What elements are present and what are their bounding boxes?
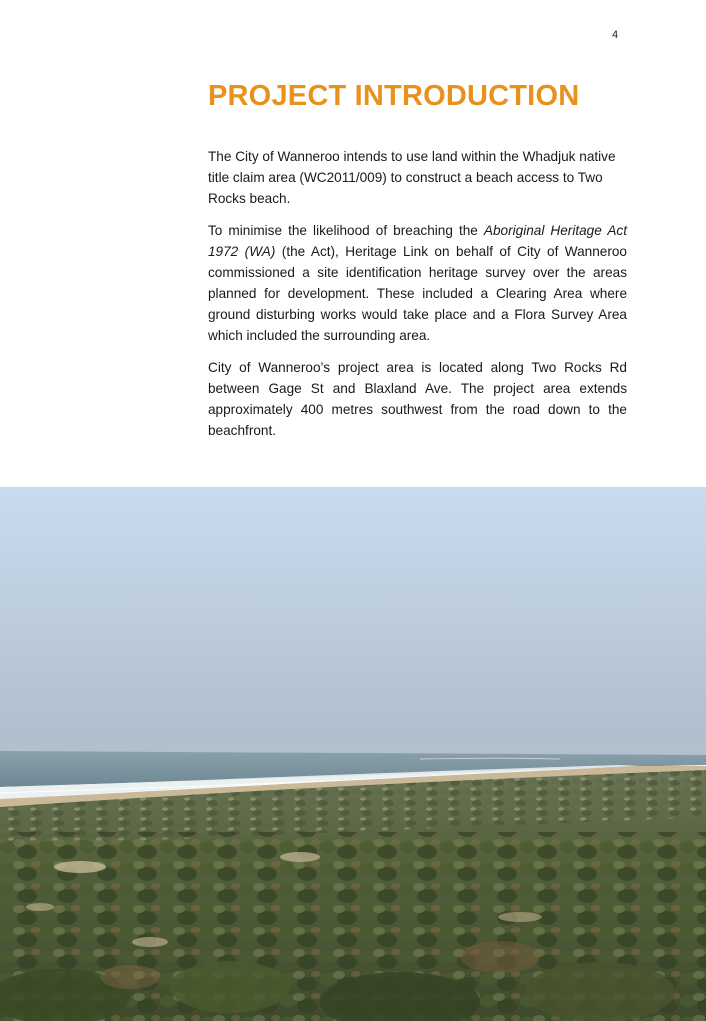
paragraph-project-area: City of Wanneroo’s project area is located along Two Rocks Rd between Gage St and Blaxland Ave. The project area extends approximately 400 metres southwest from the road down to the beachfront. bbox=[208, 360, 627, 438]
paragraph-heritage-act bbox=[208, 220, 627, 346]
paragraph-intro: The City of Wanneroo intends to use land within the Whadjuk native title claim area (WC2011/009) to construct a beach access to Two Rocks beach. bbox=[208, 149, 616, 206]
paragraph-heritage-act-end: (the Act), Heritage Link on behalf of City of Wanneroo commissioned a site identification heritage survey over the areas planned for development. These included a Clearing Area where ground disturbing works would take place and a Flora Survey Area which included the surrounding area. bbox=[208, 244, 627, 343]
coastal-landscape-photo bbox=[0, 487, 706, 1021]
page-number: 4 bbox=[612, 29, 619, 41]
page-title: PROJECT INTRODUCTION bbox=[208, 80, 580, 112]
body-text bbox=[208, 146, 627, 452]
act-title: Aboriginal Heritage Act 1972 (WA) bbox=[208, 223, 627, 259]
paragraph-heritage-act-start: To minimise the likelihood of breaching the bbox=[208, 223, 484, 238]
